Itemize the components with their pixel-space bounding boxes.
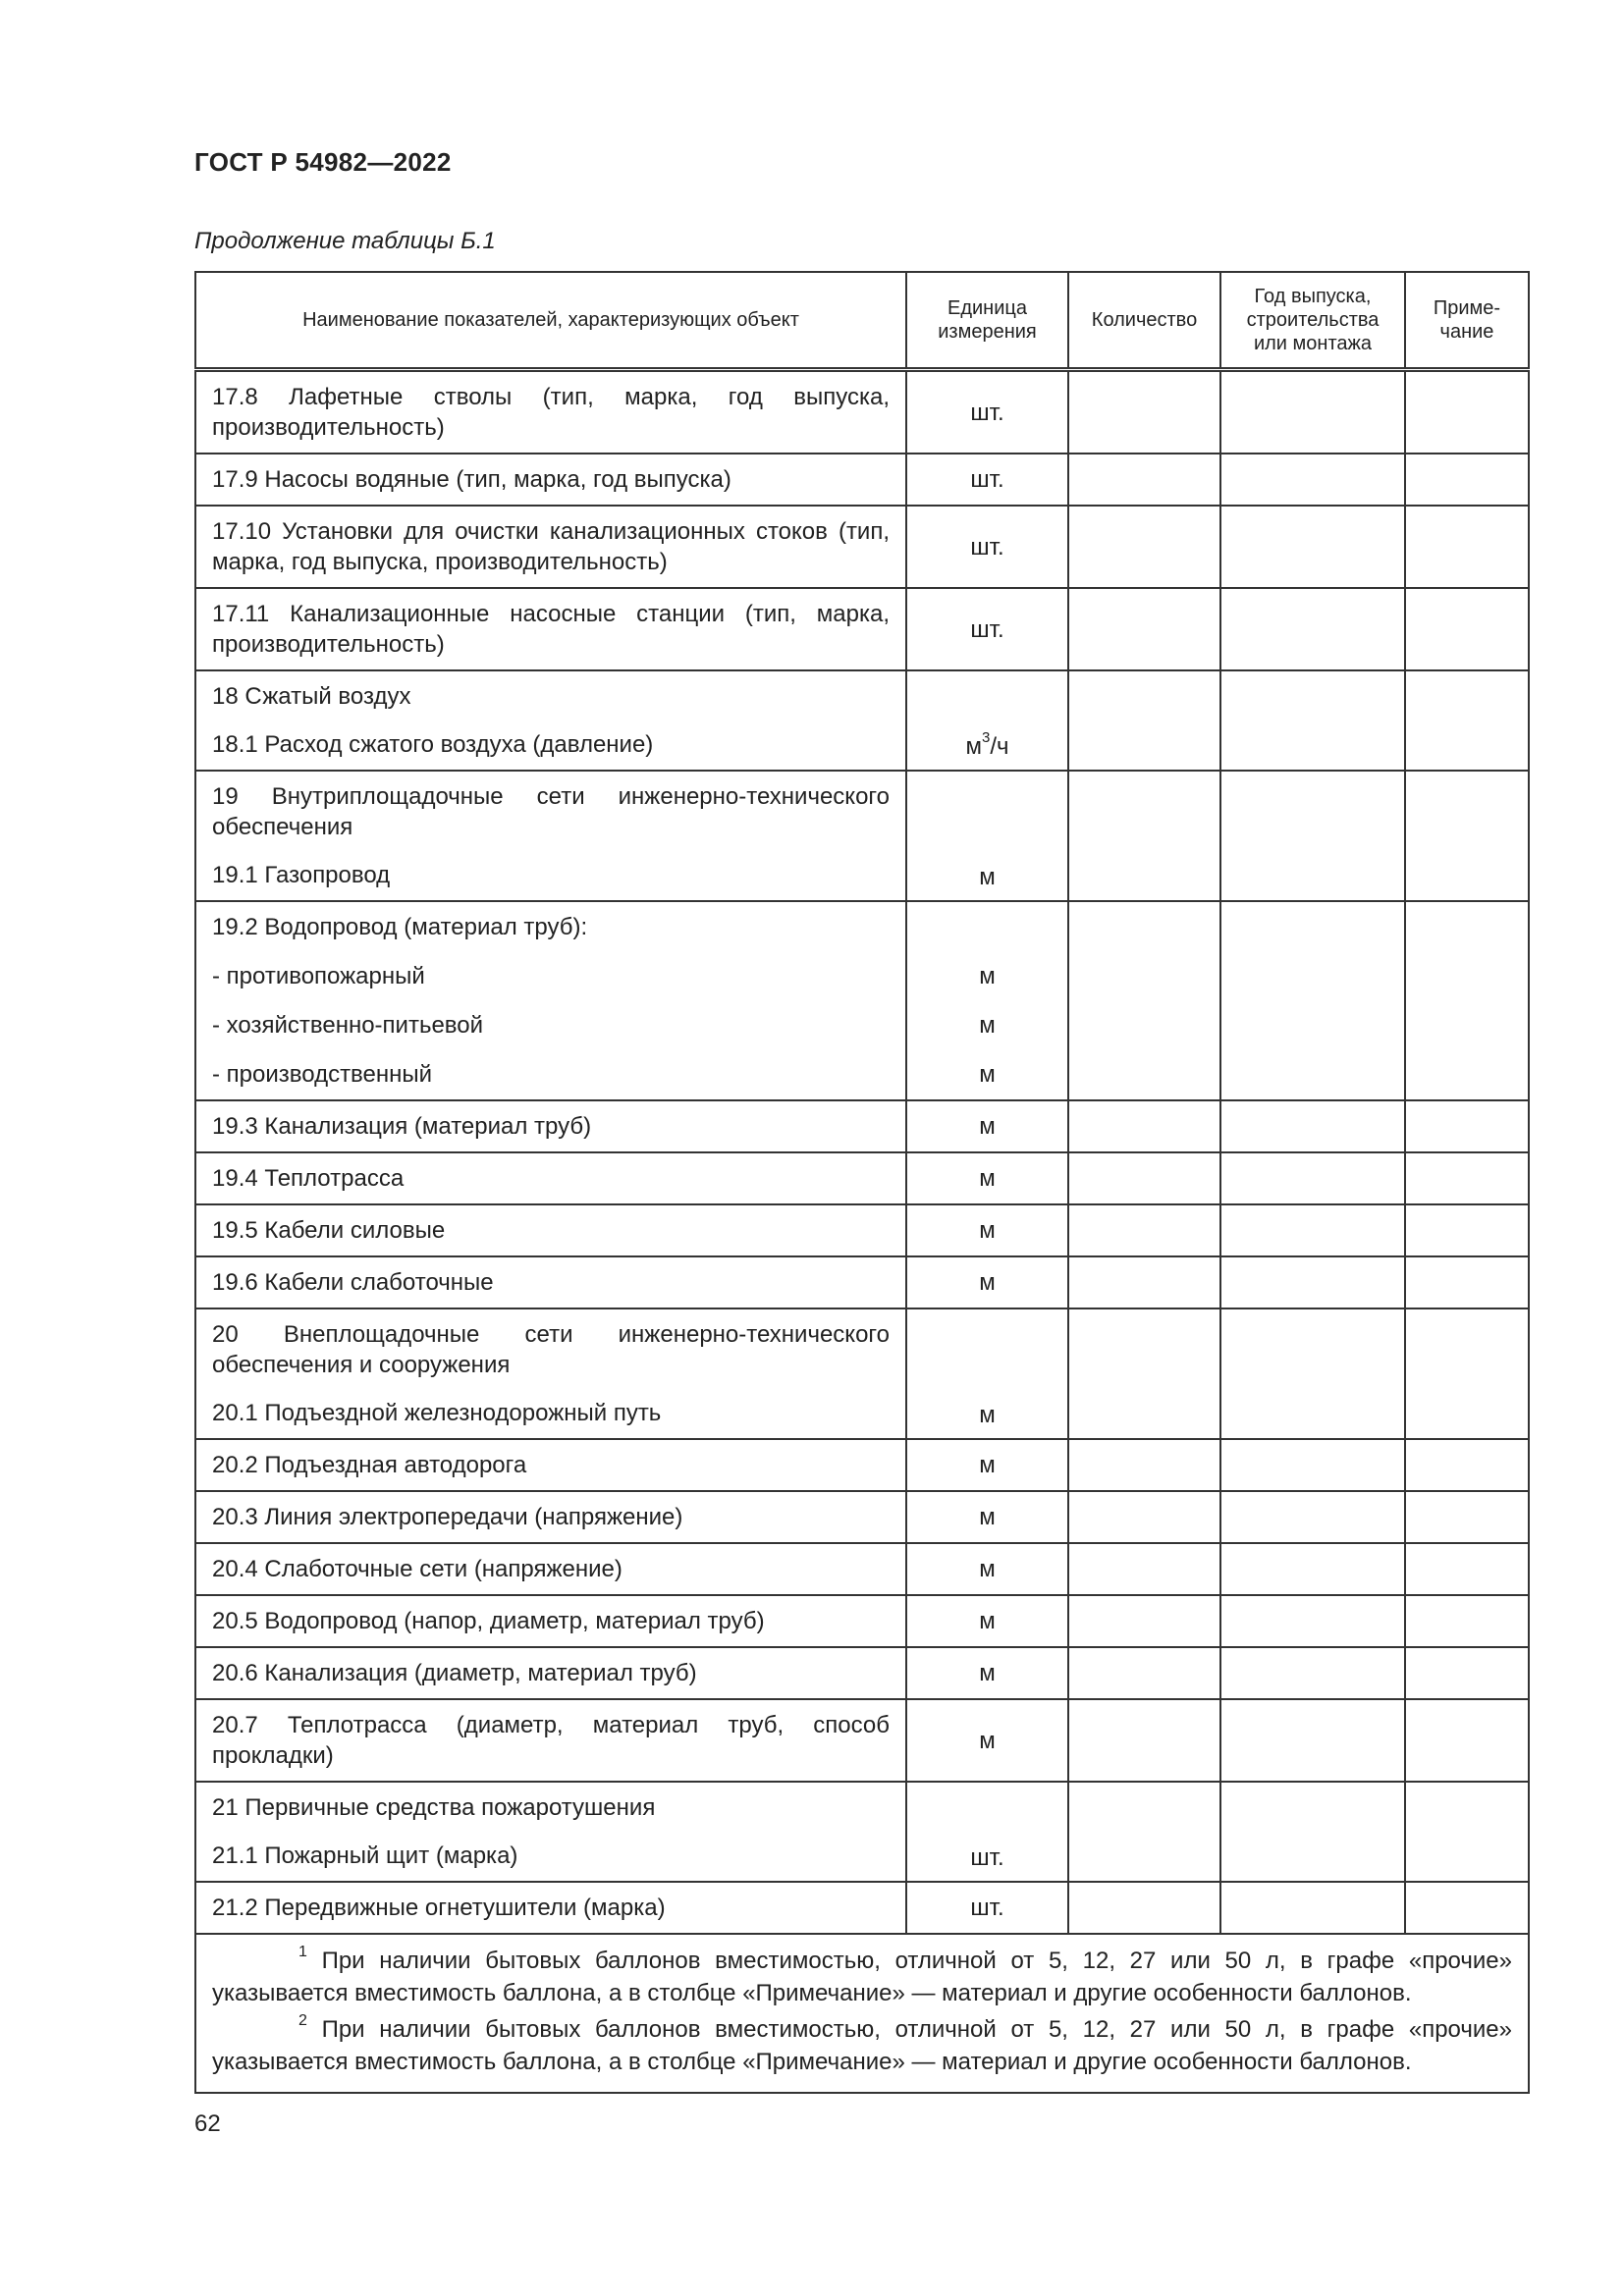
note-cell bbox=[1405, 1647, 1529, 1699]
indicator-name-cell bbox=[195, 1439, 906, 1491]
note-cell bbox=[1405, 588, 1529, 670]
table-row bbox=[195, 1543, 1529, 1595]
note-cell bbox=[1405, 1256, 1529, 1308]
unit-value: шт. bbox=[970, 615, 1004, 643]
unit-cell bbox=[906, 454, 1068, 506]
indicator-name-cell bbox=[195, 1699, 906, 1782]
indicator-name: - производственный bbox=[212, 1061, 433, 1088]
unit-value: шт. bbox=[970, 1844, 1004, 1871]
indicator-name: 17.11 Канализационные насосные станции (тип, марка, производительность) bbox=[212, 601, 890, 658]
note-cell bbox=[1405, 1439, 1529, 1491]
indicator-name: 18 Сжатый воздух bbox=[212, 683, 411, 710]
column-header: Год выпуска, строительства или монтажа bbox=[1220, 272, 1405, 370]
indicator-name: 21.1 Пожарный щит (марка) bbox=[212, 1842, 518, 1869]
indicator-name: 19.2 Водопровод (материал труб): bbox=[212, 914, 588, 940]
indicator-name-cell bbox=[195, 771, 906, 901]
indicator-name-cell bbox=[195, 1882, 906, 1934]
unit-value: м bbox=[979, 1402, 996, 1428]
unit-cell bbox=[906, 588, 1068, 670]
indicator-name: 17.9 Насосы водяные (тип, марка, год выпуска) bbox=[212, 466, 731, 493]
note-cell bbox=[1405, 1308, 1529, 1439]
unit-value: м bbox=[979, 1061, 996, 1088]
quantity-cell bbox=[1068, 454, 1220, 506]
table-row bbox=[195, 1882, 1529, 1934]
note-cell bbox=[1405, 1152, 1529, 1204]
unit-value: шт. bbox=[970, 1895, 1004, 1921]
indicator-name-cell bbox=[195, 1204, 906, 1256]
indicator-name: - хозяйственно-питьевой bbox=[212, 1012, 484, 1039]
table-row bbox=[195, 1491, 1529, 1543]
table-caption: Продолжение таблицы Б.1 bbox=[194, 228, 496, 254]
unit-value: м bbox=[979, 1217, 996, 1244]
indicator-name-cell bbox=[195, 454, 906, 506]
quantity-cell bbox=[1068, 1699, 1220, 1782]
footnote-mark: 2 bbox=[298, 2012, 307, 2029]
year-cell bbox=[1220, 370, 1405, 454]
year-cell bbox=[1220, 1595, 1405, 1647]
unit-value: м bbox=[979, 1556, 996, 1582]
indicator-name-cell bbox=[195, 1308, 906, 1439]
year-cell bbox=[1220, 1491, 1405, 1543]
quantity-cell bbox=[1068, 1491, 1220, 1543]
table-body bbox=[195, 370, 1529, 2094]
year-cell bbox=[1220, 771, 1405, 901]
document-code: ГОСТ Р 54982—2022 bbox=[194, 147, 452, 177]
footnote-mark: 1 bbox=[298, 1944, 307, 1960]
indicator-name-cell bbox=[195, 588, 906, 670]
column-header: Единица измерения bbox=[906, 272, 1068, 370]
indicator-name: 20.2 Подъездная автодорога bbox=[212, 1452, 527, 1478]
indicator-name: 18.1 Расход сжатого воздуха (давление) bbox=[212, 731, 654, 758]
indicator-name-cell bbox=[195, 506, 906, 588]
unit-value: м bbox=[979, 1113, 996, 1140]
line-gap bbox=[212, 1825, 890, 1839]
note-cell bbox=[1405, 1100, 1529, 1152]
indicator-name: 19.6 Кабели слаботочные bbox=[212, 1269, 494, 1296]
year-cell bbox=[1220, 670, 1405, 771]
table-row bbox=[195, 771, 1529, 901]
quantity-cell bbox=[1068, 1100, 1220, 1152]
indicator-name-cell bbox=[195, 1782, 906, 1882]
table-row bbox=[195, 670, 1529, 771]
year-cell bbox=[1220, 1204, 1405, 1256]
unit-cell bbox=[906, 1256, 1068, 1308]
footnote bbox=[212, 1945, 1512, 2009]
table-row bbox=[195, 901, 1529, 1100]
unit-value: м bbox=[979, 963, 996, 989]
table-row bbox=[195, 1782, 1529, 1882]
unit-cell bbox=[906, 1595, 1068, 1647]
indicator-name-cell bbox=[195, 370, 906, 454]
quantity-cell bbox=[1068, 1647, 1220, 1699]
note-cell bbox=[1405, 1699, 1529, 1782]
unit-value: шт. bbox=[970, 466, 1004, 493]
year-cell bbox=[1220, 588, 1405, 670]
data-table bbox=[194, 271, 1530, 2094]
year-cell bbox=[1220, 1882, 1405, 1934]
indicator-name-cell bbox=[195, 1152, 906, 1204]
table-row bbox=[195, 588, 1529, 670]
year-cell bbox=[1220, 1647, 1405, 1699]
year-cell bbox=[1220, 1782, 1405, 1882]
indicator-name: - противопожарный bbox=[212, 963, 425, 989]
unit-tail: /ч bbox=[990, 733, 1009, 760]
indicator-name: 20.7 Теплотрасса (диаметр, материал труб, способ прокладки) bbox=[212, 1712, 890, 1769]
quantity-cell bbox=[1068, 670, 1220, 771]
note-cell bbox=[1405, 506, 1529, 588]
indicator-name: 20.4 Слаботочные сети (напряжение) bbox=[212, 1556, 623, 1582]
unit-value: м bbox=[979, 1660, 996, 1686]
unit-value: м bbox=[979, 1504, 996, 1530]
indicator-name-cell bbox=[195, 1100, 906, 1152]
indicator-name: 20.5 Водопровод (напор, диаметр, материал труб) bbox=[212, 1608, 765, 1634]
column-header: Приме-чание bbox=[1405, 272, 1529, 370]
unit-cell bbox=[906, 1882, 1068, 1934]
year-cell bbox=[1220, 1256, 1405, 1308]
indicator-name: 17.10 Установки для очистки канализационных стоков (тип, марка, год выпуска, производительность) bbox=[212, 518, 890, 575]
indicator-name: 20 Внеплощадочные сети инженерно-технического обеспечения и сооружения bbox=[212, 1321, 890, 1378]
year-cell bbox=[1220, 1439, 1405, 1491]
year-cell bbox=[1220, 1699, 1405, 1782]
table-row bbox=[195, 1100, 1529, 1152]
indicator-name-cell bbox=[195, 1256, 906, 1308]
unit-value bbox=[907, 910, 1067, 944]
unit-cell bbox=[906, 1699, 1068, 1782]
footnotes-row bbox=[195, 1934, 1529, 2093]
year-cell bbox=[1220, 1100, 1405, 1152]
note-cell bbox=[1405, 670, 1529, 771]
indicator-name-cell bbox=[195, 1491, 906, 1543]
indicator-name-cell bbox=[195, 1595, 906, 1647]
unit-value: м bbox=[979, 1452, 996, 1478]
footnote-text: При наличии бытовых баллонов вместимостью, отличной от 5, 12, 27 или 50 л, в графе «прочие» указывается вместимость баллона, а в столбце «Примечание» — материал и другие особенности баллонов. bbox=[212, 2016, 1512, 2075]
line-gap bbox=[212, 714, 890, 727]
indicator-name: 19.5 Кабели силовые bbox=[212, 1217, 446, 1244]
column-header: Наименование показателей, характеризующих объект bbox=[195, 272, 906, 370]
indicator-name: 19.4 Теплотрасса bbox=[212, 1165, 405, 1192]
unit-cell bbox=[906, 1543, 1068, 1595]
unit-cell bbox=[906, 1308, 1068, 1439]
quantity-cell bbox=[1068, 1308, 1220, 1439]
note-cell bbox=[1405, 1782, 1529, 1882]
note-cell bbox=[1405, 1204, 1529, 1256]
unit-value: м bbox=[979, 1727, 996, 1754]
indicator-name: 20.3 Линия электропередачи (напряжение) bbox=[212, 1504, 683, 1530]
indicator-name: 19.3 Канализация (материал труб) bbox=[212, 1113, 592, 1140]
quantity-cell bbox=[1068, 1595, 1220, 1647]
note-cell bbox=[1405, 1882, 1529, 1934]
indicator-name: 17.8 Лафетные стволы (тип, марка, год выпуска, производительность) bbox=[212, 384, 890, 441]
unit-value: шт. bbox=[970, 399, 1004, 426]
note-cell bbox=[1405, 1595, 1529, 1647]
unit-value: м bbox=[979, 864, 996, 890]
table-row bbox=[195, 1152, 1529, 1204]
footnotes-cell bbox=[195, 1934, 1529, 2093]
table-row bbox=[195, 1439, 1529, 1491]
indicator-name: 20.6 Канализация (диаметр, материал труб) bbox=[212, 1660, 697, 1686]
quantity-cell bbox=[1068, 771, 1220, 901]
note-cell bbox=[1405, 370, 1529, 454]
quantity-cell bbox=[1068, 588, 1220, 670]
quantity-cell bbox=[1068, 1782, 1220, 1882]
unit-value: шт. bbox=[970, 533, 1004, 561]
unit-cell bbox=[906, 1491, 1068, 1543]
unit-cell bbox=[906, 1152, 1068, 1204]
unit-cell bbox=[906, 1647, 1068, 1699]
quantity-cell bbox=[1068, 1439, 1220, 1491]
table-row bbox=[195, 1256, 1529, 1308]
table-row bbox=[195, 1699, 1529, 1782]
page-number: 62 bbox=[194, 2110, 221, 2137]
unit-superscript: 3 bbox=[981, 729, 991, 746]
footnote bbox=[212, 2013, 1512, 2078]
quantity-cell bbox=[1068, 506, 1220, 588]
unit-value: м bbox=[979, 1165, 996, 1192]
indicator-name: 21.2 Передвижные огнетушители (марка) bbox=[212, 1895, 666, 1921]
quantity-cell bbox=[1068, 1152, 1220, 1204]
unit-value: м bbox=[979, 1608, 996, 1634]
indicator-name: 19 Внутриплощадочные сети инженерно-технического обеспечения bbox=[212, 783, 890, 840]
column-header: Количество bbox=[1068, 272, 1220, 370]
quantity-cell bbox=[1068, 1882, 1220, 1934]
indicator-name-cell bbox=[195, 1543, 906, 1595]
quantity-cell bbox=[1068, 1256, 1220, 1308]
table-row bbox=[195, 1308, 1529, 1439]
quantity-cell bbox=[1068, 1543, 1220, 1595]
table-row bbox=[195, 1204, 1529, 1256]
year-cell bbox=[1220, 1152, 1405, 1204]
table-row bbox=[195, 454, 1529, 506]
year-cell bbox=[1220, 1543, 1405, 1595]
table-row bbox=[195, 1647, 1529, 1699]
year-cell bbox=[1220, 506, 1405, 588]
line-gap bbox=[212, 1382, 890, 1396]
unit-cell bbox=[906, 506, 1068, 588]
note-cell bbox=[1405, 454, 1529, 506]
year-cell bbox=[1220, 901, 1405, 1100]
table-row bbox=[195, 506, 1529, 588]
unit-cell bbox=[906, 771, 1068, 901]
indicator-name: 21 Первичные средства пожаротушения bbox=[212, 1794, 656, 1821]
unit-cell bbox=[906, 370, 1068, 454]
unit-cell bbox=[906, 1782, 1068, 1882]
unit-value: м bbox=[979, 1269, 996, 1296]
footnote-text: При наличии бытовых баллонов вместимостью, отличной от 5, 12, 27 или 50 л, в графе «прочие» указывается вместимость баллона, а в столбце «Примечание» — материал и другие особенности баллонов. bbox=[212, 1948, 1512, 2006]
indicator-name: 20.1 Подъездной железнодорожный путь bbox=[212, 1400, 662, 1426]
unit-value: м bbox=[979, 1012, 996, 1039]
quantity-cell bbox=[1068, 901, 1220, 1100]
note-cell bbox=[1405, 901, 1529, 1100]
note-cell bbox=[1405, 771, 1529, 901]
year-cell bbox=[1220, 1308, 1405, 1439]
unit-cell bbox=[906, 901, 1068, 1100]
indicator-name-cell bbox=[195, 901, 906, 1100]
note-cell bbox=[1405, 1491, 1529, 1543]
indicator-name-cell bbox=[195, 670, 906, 771]
year-cell bbox=[1220, 454, 1405, 506]
quantity-cell bbox=[1068, 370, 1220, 454]
table-header-row bbox=[195, 272, 1529, 370]
line-gap bbox=[212, 844, 890, 858]
indicator-name-cell bbox=[195, 1647, 906, 1699]
unit-cell bbox=[906, 670, 1068, 771]
unit-cell bbox=[906, 1100, 1068, 1152]
unit-cell bbox=[906, 1204, 1068, 1256]
table-row bbox=[195, 1595, 1529, 1647]
unit-cell bbox=[906, 1439, 1068, 1491]
table-row bbox=[195, 370, 1529, 454]
quantity-cell bbox=[1068, 1204, 1220, 1256]
unit-base: м bbox=[965, 733, 982, 760]
note-cell bbox=[1405, 1543, 1529, 1595]
indicator-name: 19.1 Газопровод bbox=[212, 862, 391, 888]
